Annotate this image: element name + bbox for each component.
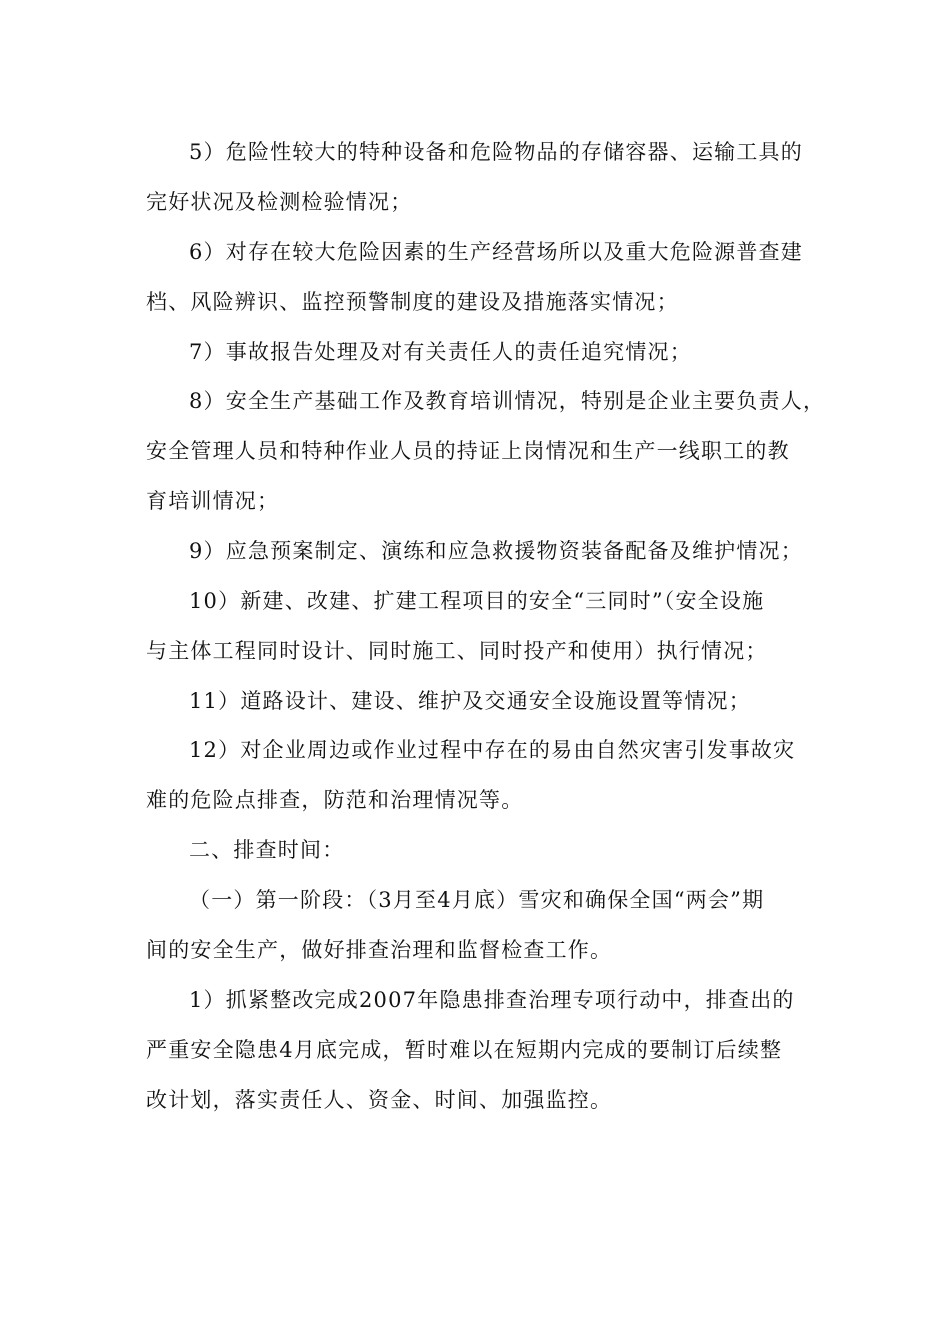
text-line: 5）危险性较大的特种设备和危险物品的存储容器、运输工具的 — [189, 140, 803, 164]
section-heading: 二、排查时间： — [189, 838, 345, 862]
text-line: 改计划，落实责任人、资金、时间、加强监控。 — [146, 1088, 613, 1112]
text-line: 与主体工程同时设计、同时施工、同时投产和使用）执行情况； — [146, 639, 768, 663]
text-line: 档、风险辨识、监控预警制度的建设及措施落实情况； — [146, 290, 679, 314]
text-line: （一）第一阶段：（3月至4月底）雪灾和确保全国“两会”期 — [189, 888, 765, 912]
text-line: 12）对企业周边或作业过程中存在的易由自然灾害引发事故灾 — [189, 738, 796, 762]
text-line: 10）新建、改建、扩建工程项目的安全“三同时”（安全设施 — [189, 589, 765, 613]
text-line: 9）应急预案制定、演练和应急救援物资装备配备及维护情况； — [189, 539, 803, 563]
text-line: 6）对存在较大危险因素的生产经营场所以及重大危险源普查建 — [189, 240, 803, 264]
text-line: 严重安全隐患4月底完成，暂时难以在短期内完成的要制订后续整 — [146, 1038, 783, 1062]
text-line: 8）安全生产基础工作及教育培训情况，特别是企业主要负责人， — [189, 389, 826, 413]
text-line: 安全管理人员和特种作业人员的持证上岗情况和生产一线职工的教 — [146, 439, 790, 463]
text-line: 1）抓紧整改完成2007年隐患排查治理专项行动中，排查出的 — [189, 988, 795, 1012]
text-line: 间的安全生产，做好排查治理和监督检查工作。 — [146, 938, 613, 962]
text-line: 7）事故报告处理及对有关责任人的责任追究情况； — [189, 340, 692, 364]
text-line: 难的危险点排查，防范和治理情况等。 — [146, 788, 524, 812]
text-line: 11）道路设计、建设、维护及交通安全设施设置等情况； — [189, 689, 751, 713]
text-line: 完好状况及检测检验情况； — [146, 190, 413, 214]
text-line: 育培训情况； — [146, 489, 280, 513]
